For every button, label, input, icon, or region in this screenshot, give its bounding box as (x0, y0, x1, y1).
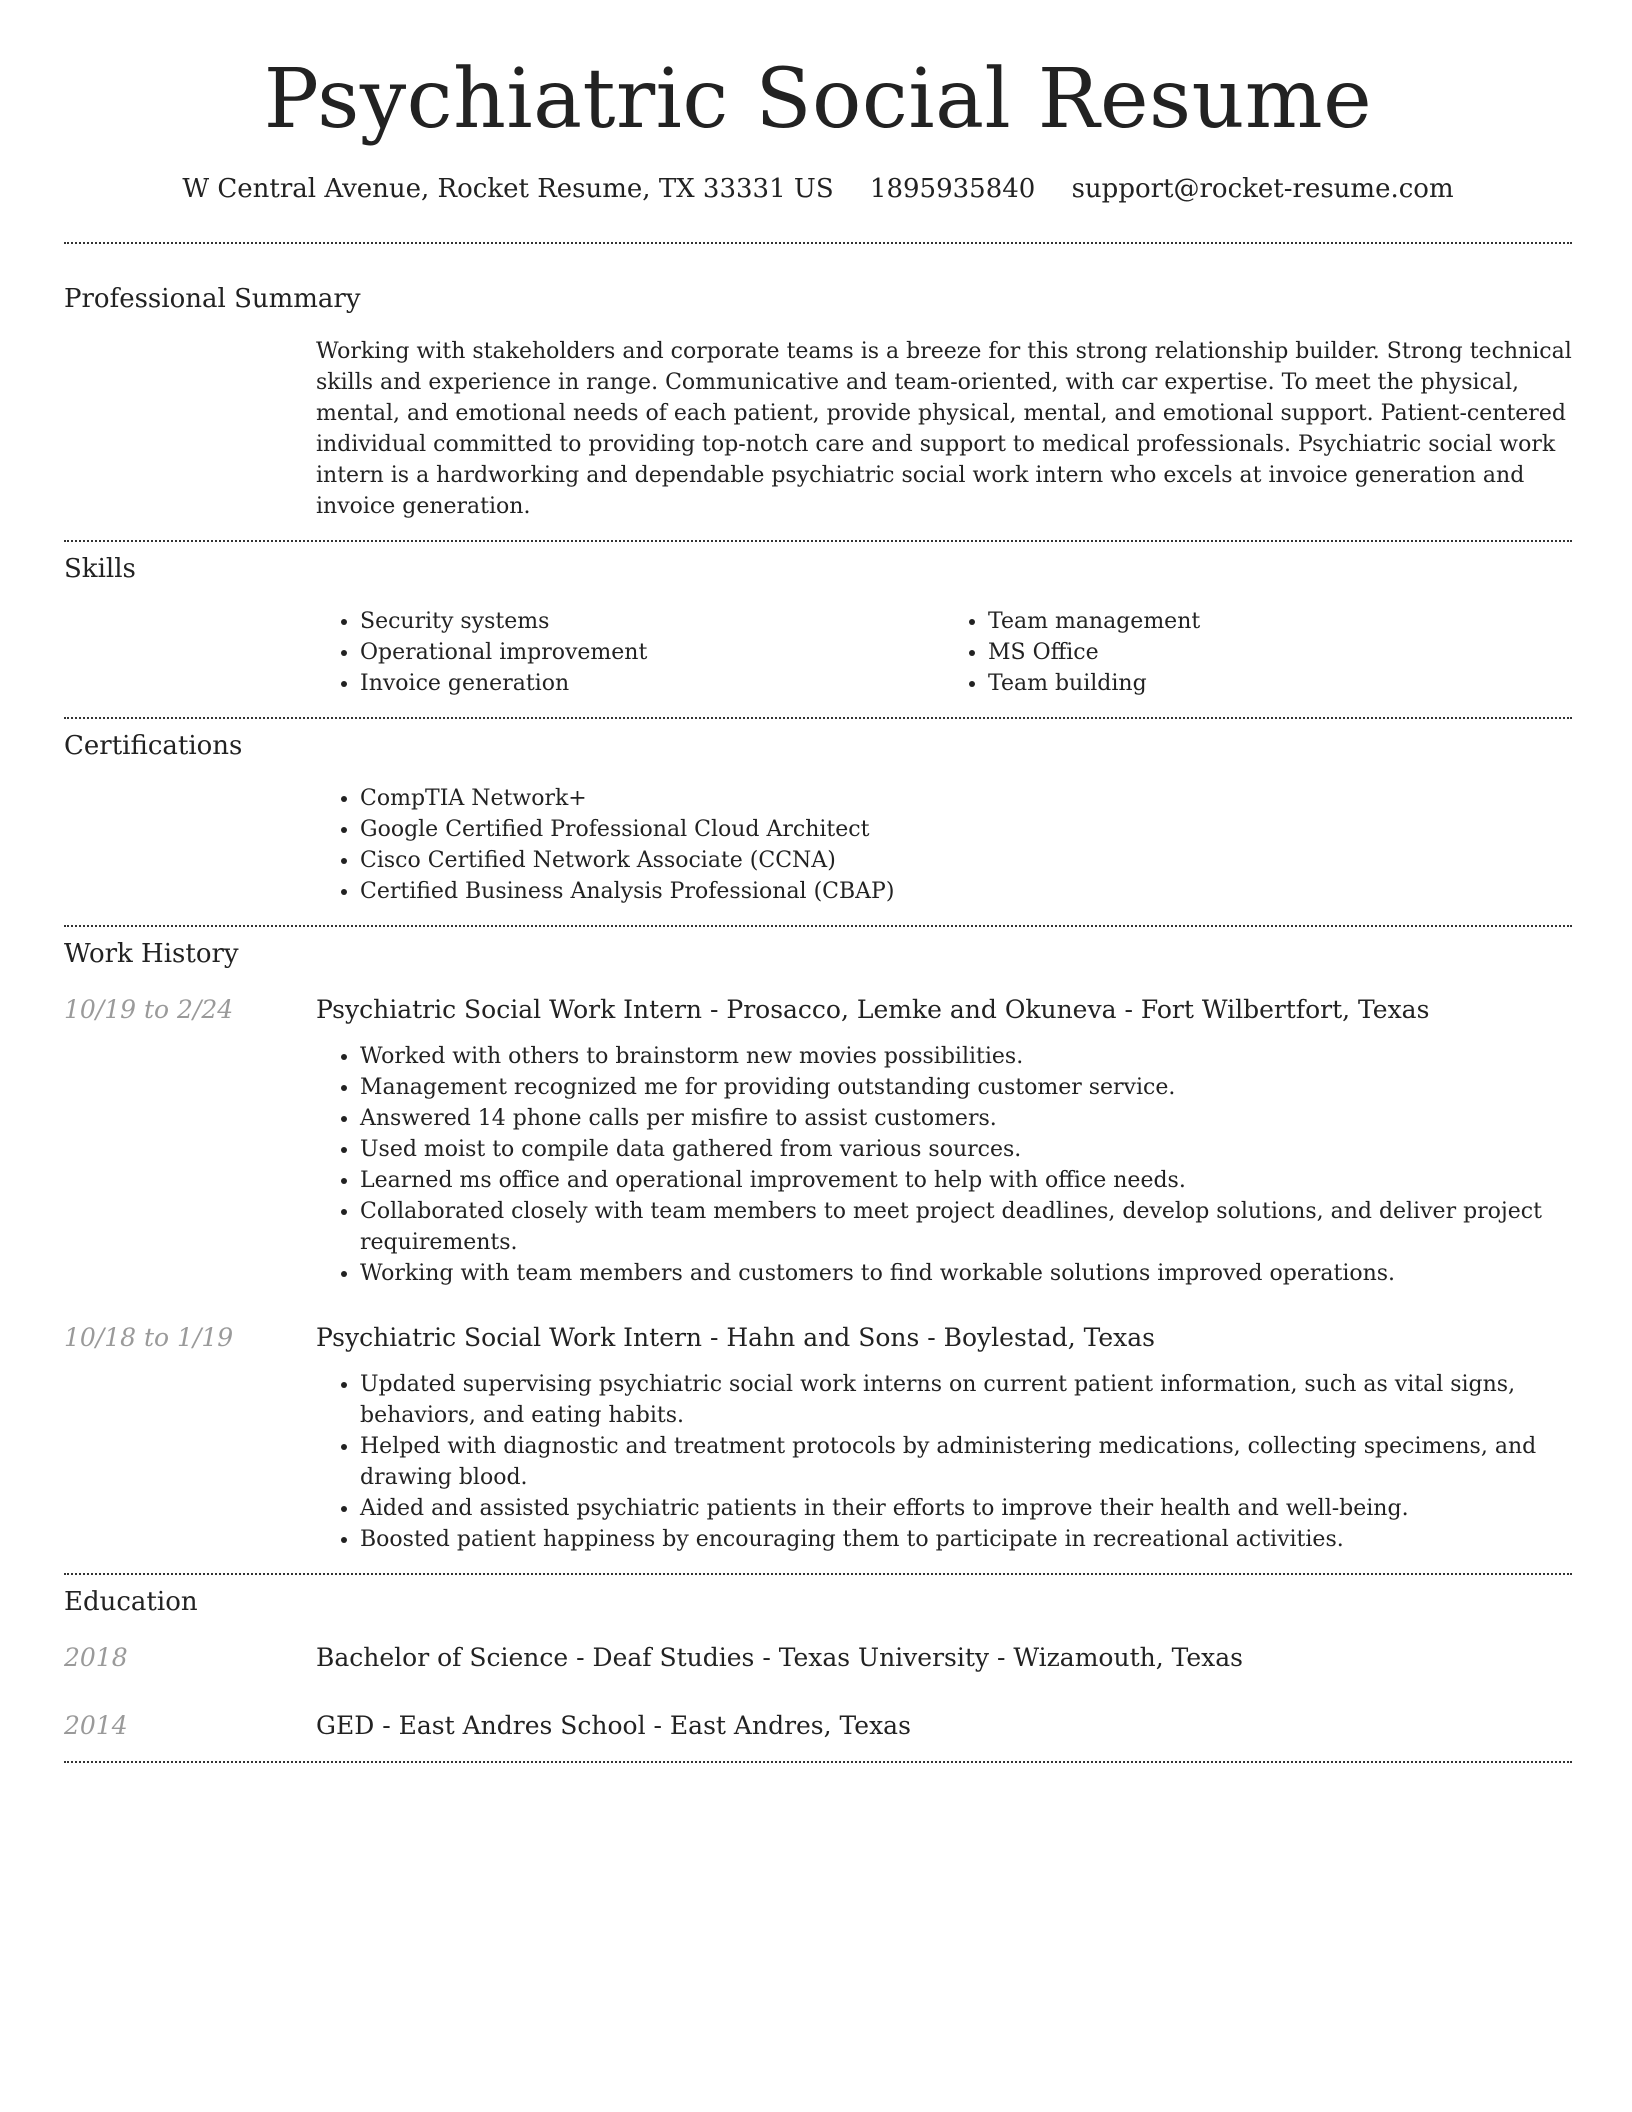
skills-list-left (316, 606, 944, 699)
certification-item: • Google Certified Professional Cloud Architect (360, 814, 1572, 845)
certification-item: • Cisco Certified Network Associate (CCNA) (360, 845, 1572, 876)
summary-heading: Professional Summary (64, 284, 361, 314)
job-duty-item: • Aided and assisted psychiatric patients in their efforts to improve their health and well-being. (360, 1493, 1572, 1524)
job-duty-item: • Helped with diagnostic and treatment protocols by administering medications, collecting specimens, and drawing blood. (360, 1431, 1572, 1493)
job-duties (316, 1041, 1572, 1289)
job-dates: 10/19 to 2/24 (64, 995, 234, 1024)
certifications-list (316, 783, 1572, 907)
skill-item: • Team building (988, 668, 1572, 699)
skills-heading: Skills (64, 554, 136, 584)
certifications-section (64, 719, 1572, 907)
skill-item: • Team management (988, 606, 1572, 637)
section-divider (64, 1761, 1572, 1763)
work-history-heading: Work History (64, 939, 239, 969)
job-entry (64, 993, 1572, 1289)
job-dates: 10/18 to 1/19 (64, 1323, 234, 1352)
skill-item: • MS Office (988, 637, 1572, 668)
skills-list-right (944, 606, 1572, 699)
resume-page (64, 0, 1572, 1763)
summary-text: Working with stakeholders and corporate teams is a breeze for this strong relationship builder. Strong technical skills and experience in range. Communicative and team-oriented, with car expertise. To meet the physical, mental, and emotional needs of each patient, provide physical, mental, and emotional support. Patient-centered individual committed to providing top-notch care and support to medical professionals. Psychiatric social work intern is a hardworking and dependable psychiatric social work intern who excels at invoice generation and invoice generation. (316, 339, 1572, 519)
education-year: 2014 (64, 1711, 128, 1740)
contact-address: W Central Avenue, Rocket Resume, TX 33331 US (182, 174, 834, 204)
contact-email: support@rocket-resume.com (1071, 174, 1454, 204)
resume-name: Psychiatric Social Resume (263, 52, 1373, 147)
contact-phone: 1895935840 (869, 174, 1036, 204)
job-duty-item: • Worked with others to brainstorm new movies possibilities. (360, 1041, 1572, 1072)
certification-item: • Certified Business Analysis Professional (CBAP) (360, 876, 1572, 907)
work-history-section (64, 927, 1572, 1555)
job-duty-item: • Used moist to compile data gathered from various sources. (360, 1134, 1572, 1165)
education-heading: Education (64, 1587, 198, 1617)
job-duty-item: • Working with team members and customers to find workable solutions improved operations. (360, 1258, 1572, 1289)
skill-item: • Invoice generation (360, 668, 944, 699)
summary-section (64, 244, 1572, 522)
job-heading: Psychiatric Social Work Intern - Prosacco, Lemke and Okuneva - Fort Wilbertfort, Texas (316, 995, 1430, 1024)
skill-item: • Security systems (360, 606, 944, 637)
job-duty-item: • Collaborated closely with team members to meet project deadlines, develop solutions, and deliver project requirements. (360, 1196, 1572, 1258)
skill-item: • Operational improvement (360, 637, 944, 668)
job-duty-item: • Updated supervising psychiatric social work interns on current patient information, such as vital signs, behaviors, and eating habits. (360, 1369, 1572, 1431)
job-heading: Psychiatric Social Work Intern - Hahn and Sons - Boylestad, Texas (316, 1323, 1156, 1352)
job-entry (64, 1321, 1572, 1555)
job-duty-item: • Learned ms office and operational improvement to help with office needs. (360, 1165, 1572, 1196)
education-detail: Bachelor of Science - Deaf Studies - Texas University - Wizamouth, Texas (316, 1643, 1243, 1672)
certifications-heading: Certifications (64, 731, 243, 761)
certification-item: • CompTIA Network+ (360, 783, 1572, 814)
job-duty-item: • Answered 14 phone calls per misfire to assist customers. (360, 1103, 1572, 1134)
education-section (64, 1575, 1572, 1743)
job-duty-item: • Management recognized me for providing outstanding customer service. (360, 1072, 1572, 1103)
contact-line (64, 172, 1572, 206)
job-duty-item: • Boosted patient happiness by encouraging them to participate in recreational activities. (360, 1524, 1572, 1555)
education-year: 2018 (64, 1643, 128, 1672)
job-duties (316, 1369, 1572, 1555)
skills-section (64, 542, 1572, 699)
education-entry (64, 1641, 1572, 1675)
education-detail: GED - East Andres School - East Andres, Texas (316, 1711, 911, 1740)
education-entry (64, 1709, 1572, 1743)
